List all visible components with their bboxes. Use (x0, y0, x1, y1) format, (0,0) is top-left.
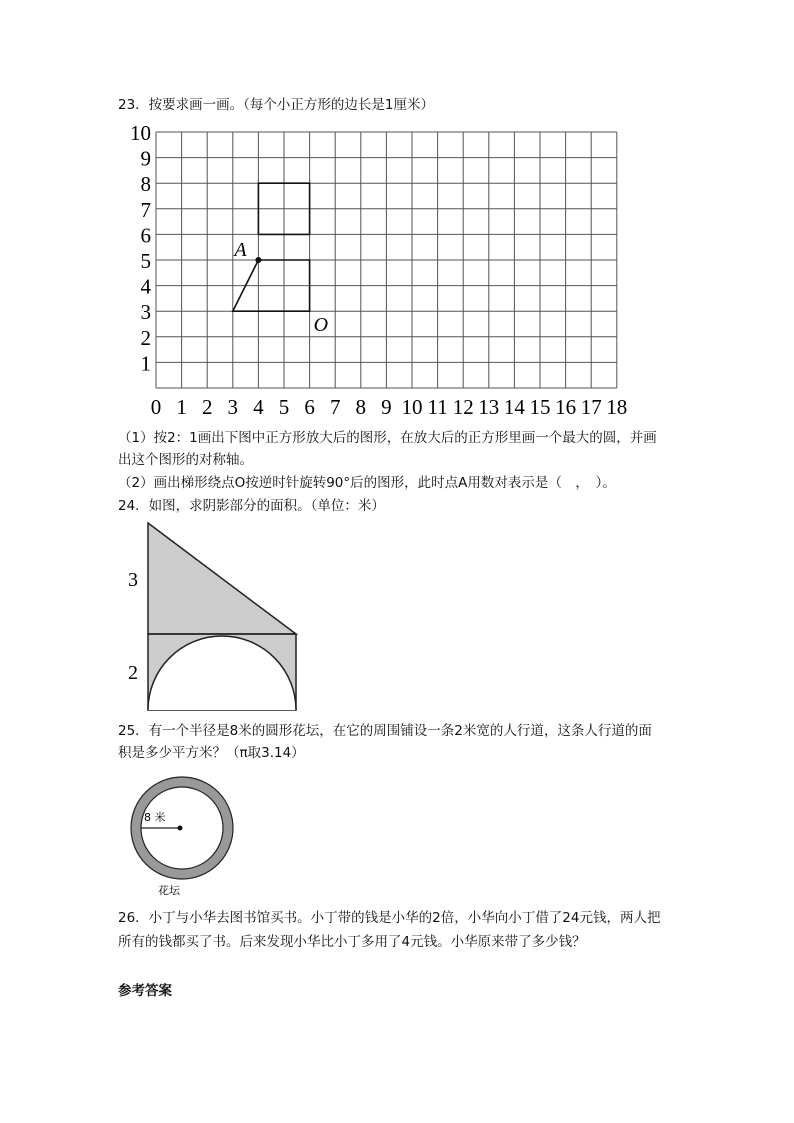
center-point (178, 826, 183, 831)
x-tick-label: 1 (176, 395, 187, 419)
answer-heading: 参考答案 (118, 983, 172, 999)
q25-line1: 25．有一个半径是8米的圆形花坛，在它的周围铺设一条2米宽的人行道，这条人行道的面 (118, 723, 652, 739)
y-tick-label: 5 (140, 249, 151, 273)
y-tick-label: 2 (140, 325, 151, 350)
point-a-label: A (234, 239, 247, 261)
height-label-bottom: 2 (128, 662, 138, 684)
x-tick-label: 9 (381, 395, 392, 419)
x-tick-label: 6 (304, 395, 315, 419)
q23-part1-line2: 出这个图形的对称轴。 (118, 452, 253, 468)
x-tick-label: 17 (580, 395, 602, 419)
x-tick-label: 13 (478, 395, 500, 419)
flower-bed-figure (120, 772, 250, 900)
x-tick-label: 3 (227, 395, 239, 419)
x-tick-label: 18 (606, 395, 628, 419)
y-tick-label: 4 (140, 274, 151, 299)
q26-line1: 26．小丁与小华去图书馆买书。小丁带的钱是小华的2倍，小华向小丁借了24元钱，两人把 (118, 910, 661, 926)
height-label-top: 3 (128, 569, 138, 591)
y-tick-label: 10 (130, 121, 151, 145)
q24-title: 24．如图，求阴影部分的面积。（单位：米） (118, 498, 385, 514)
flower-bed-caption: 花坛 (158, 884, 180, 897)
x-tick-label: 15 (529, 395, 551, 419)
x-tick-label: 7 (329, 395, 341, 419)
x-tick-label: 8 (355, 395, 367, 419)
x-tick-label: 4 (253, 395, 264, 419)
y-tick-label: 9 (140, 146, 151, 171)
q23-part1-line1: （1）按2：1画出下图中正方形放大后的图形，在放大后的正方形里画一个最大的圆，并画 (118, 430, 657, 446)
y-tick-label: 6 (140, 223, 151, 248)
x-tick-label: 2 (201, 395, 213, 419)
radius-label: 8 米 (144, 811, 166, 824)
point-o-label: O (313, 314, 329, 337)
q23-title: 23．按要求画一画。（每个小正方形的边长是1厘米） (118, 97, 435, 113)
y-tick-label: 3 (140, 300, 151, 325)
x-tick-label: 11 (427, 395, 448, 419)
x-tick-label: 12 (452, 395, 474, 419)
x-tick-label: 10 (401, 395, 423, 419)
point-a-dot (255, 257, 261, 263)
y-tick-label: 8 (140, 172, 151, 197)
y-tick-label: 7 (140, 197, 151, 222)
y-tick-label: 1 (140, 351, 151, 376)
q23-part2: （2）画出梯形绕点O按逆时针旋转90°后的图形，此时点A用数对表示是（ ， ）。 (118, 475, 616, 491)
q25-line2: 积是多少平方米？（π取3.14） (118, 745, 305, 761)
x-tick-label: 0 (150, 395, 162, 419)
x-tick-label: 16 (555, 395, 577, 419)
q26-line2: 所有的钱都买了书。后来发现小华比小丁多用了4元钱。小华原来带了多少钱？ (118, 934, 586, 950)
x-tick-label: 5 (278, 395, 290, 419)
x-tick-label: 14 (503, 395, 525, 419)
shaded-area-figure (120, 518, 310, 718)
coordinate-grid (120, 122, 640, 422)
